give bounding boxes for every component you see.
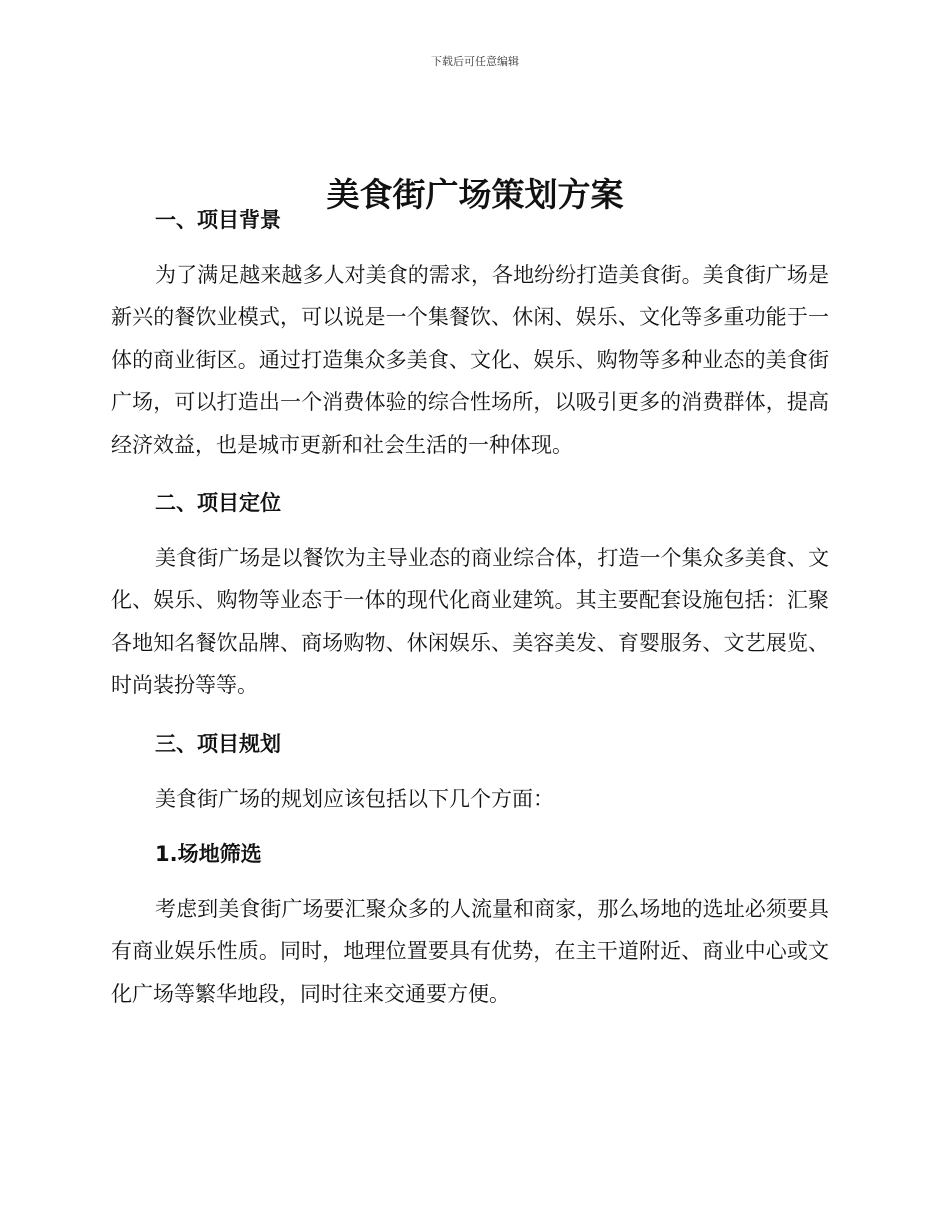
subheading-site-selection: 1.场地筛选 — [155, 842, 262, 867]
document-content — [111, 200, 829, 1015]
section-heading-background: 一、项目背景 — [155, 208, 281, 232]
section-heading-planning: 三、项目规划 — [155, 731, 281, 756]
section-gap — [111, 820, 829, 834]
section-gap — [111, 240, 829, 254]
section-gap — [111, 523, 829, 537]
section-gap — [111, 874, 829, 888]
header-note: 下载后可任意编辑 — [431, 55, 519, 68]
section-gap — [111, 707, 829, 724]
section-gap — [111, 764, 829, 778]
document-title: 美食街广场策划方案 — [326, 175, 624, 215]
section-gap — [111, 466, 829, 483]
section-heading-positioning: 二、项目定位 — [155, 491, 281, 516]
paragraph-background: 为了满足越来越多人对美食的需求，各地纷纷打造美食街。美食街广场是新兴的餐饮业模式，可以说是一个集餐饮、休闲、娱乐、文化等多重功能于一体的商业街区。通过打造集众多美食、文化、娱乐、购物等多种业态的美食街广场，可以打造出一个消费体验的综合性场所，以吸引更多的消费群体，提高经济效益，也是城市更新和社会生活的一种体现。 — [111, 263, 829, 457]
paragraph-planning-intro: 美食街广场的规划应该包括以下几个方面： — [155, 786, 554, 811]
paragraph-site-selection: 考虑到美食街广场要汇聚众多的人流量和商家，那么场地的选址必须要具有商业娱乐性质。同时，地理位置要具有优势，在主干道附近、商业中心或文化广场等繁华地段，同时往来交通要方便。 — [111, 897, 829, 1006]
paragraph-positioning: 美食街广场是以餐饮为主导业态的商业综合体，打造一个集众多美食、文化、娱乐、购物等业态于一体的现代化商业建筑。其主要配套设施包括：汇聚各地知名餐饮品牌、商场购物、休闲娱乐、美容美发、育婴服务、文艺展览、时尚装扮等等。 — [111, 546, 829, 698]
